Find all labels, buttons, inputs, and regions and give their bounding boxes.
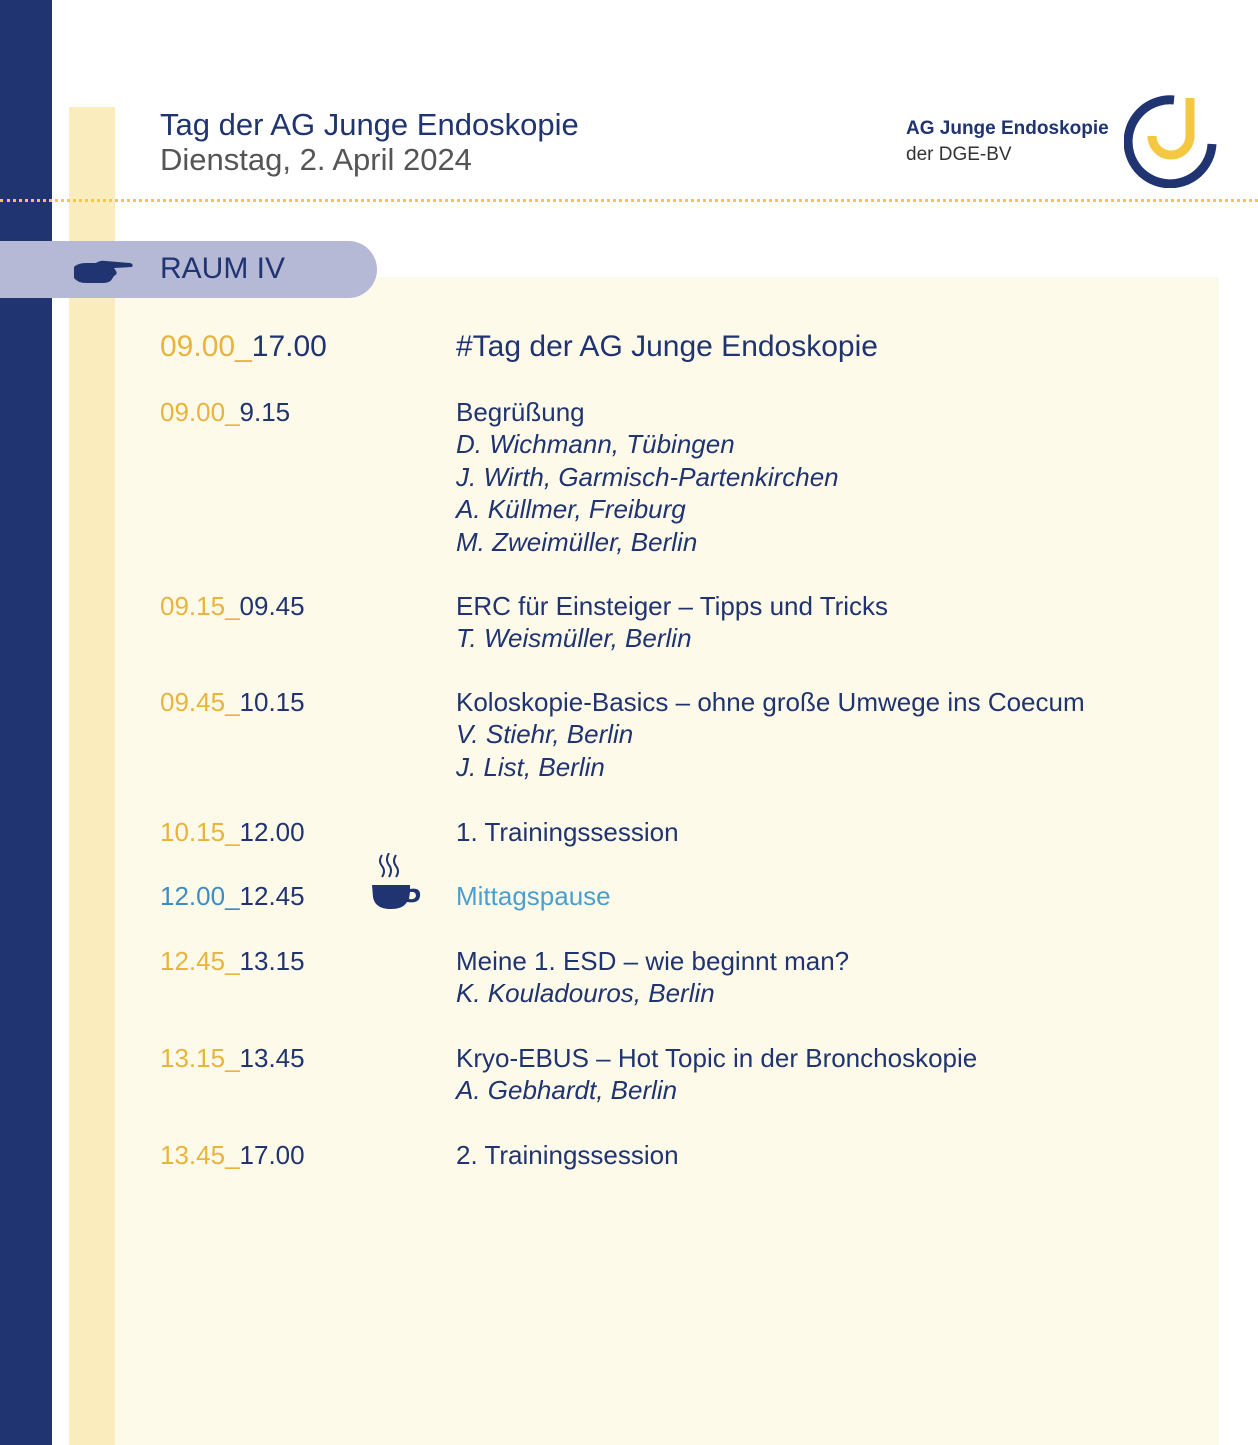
time-range [160,329,327,365]
time-range [160,686,305,718]
schedule-item [456,396,1196,558]
schedule-item [456,816,1196,848]
pointing-hand-icon [72,258,134,284]
schedule-item [456,1042,1196,1107]
header-divider [0,199,1258,202]
session-title: 1. Trainingssession [456,817,679,847]
time-end: 09.45 [239,591,305,621]
time-end: 13.15 [239,946,305,976]
session-title: Meine 1. ESD – wie beginnt man? [456,946,850,976]
time-range [160,945,305,977]
time-start: 13.15_ [160,1043,240,1073]
time-start: 13.45_ [160,1140,240,1170]
time-end: 12.00 [239,817,305,847]
page-date: Dienstag, 2. April 2024 [160,142,472,177]
coffee-cup-icon [369,853,421,911]
time-start: 09.45_ [160,687,240,717]
time-end: 13.45 [239,1043,305,1073]
time-start: 10.15_ [160,817,240,847]
speaker: A. Küllmer, Freiburg [456,494,686,524]
session-title: Kryo-EBUS – Hot Topic in der Bronchoskopie [456,1043,978,1073]
session-title: Koloskopie-Basics – ohne große Umwege ins Coecum [456,687,1085,717]
time-start: 09.00_ [160,397,240,427]
schedule-item [456,880,1196,912]
session-title: 2. Trainingssession [456,1140,679,1170]
session-title: Mittagspause [456,881,611,911]
schedule-item [456,686,1196,783]
time-end: 10.15 [239,687,305,717]
logo-icon [1124,92,1220,188]
schedule-item [456,945,1196,1010]
left-yellow-band [69,107,115,1445]
session-title: #Tag der AG Junge Endoskopie [456,330,878,363]
time-end: 12.45 [239,881,305,911]
schedule-item [456,590,1196,655]
speaker: D. Wichmann, Tübingen [456,429,735,459]
room-label: RAUM IV [160,252,286,285]
speaker: T. Weismüller, Berlin [456,623,692,653]
time-start: 12.45_ [160,946,240,976]
left-navy-stripe [0,0,52,1445]
session-title: ERC für Einsteiger – Tipps und Tricks [456,591,889,621]
speaker: J. List, Berlin [456,751,605,782]
speaker: K. Kouladouros, Berlin [456,978,715,1008]
time-end: 17.00 [239,1140,305,1170]
time-end: 9.15 [239,397,291,427]
session-title: Begrüßung [456,397,585,427]
page-title: Tag der AG Junge Endoskopie [160,107,579,142]
time-range [160,880,305,912]
speaker: V. Stiehr, Berlin [456,719,634,749]
speaker: A. Gebhardt, Berlin [456,1075,678,1105]
time-end: 17.00 [251,330,327,363]
time-range [160,1139,305,1171]
time-range [160,396,290,428]
speaker: M. Zweimüller, Berlin [456,526,698,557]
speaker: J. Wirth, Garmisch-Partenkirchen [456,461,839,492]
schedule-item [456,329,1196,365]
time-start: 09.15_ [160,591,240,621]
time-range [160,590,305,622]
logo-title: AG Junge Endoskopie [906,118,1109,139]
time-start: 09.00_ [160,330,252,363]
schedule-item [456,1139,1196,1171]
logo-subtitle: der DGE-BV [906,144,1012,165]
time-range [160,816,305,848]
time-start: 12.00_ [160,881,240,911]
time-range [160,1042,305,1074]
